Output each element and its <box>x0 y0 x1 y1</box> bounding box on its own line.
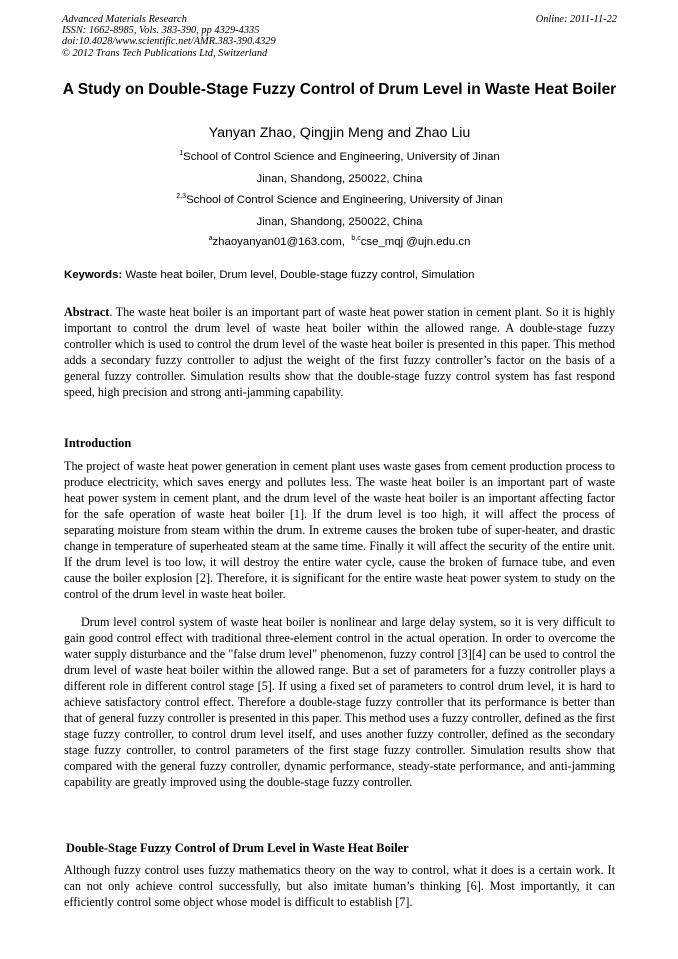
affiliation-1-mark: 1 <box>179 150 184 157</box>
introduction-paragraph-2: Drum level control system of waste heat boiler is nonlinear and large delay system, so it is very difficult to gain good control effect with traditional three-element control in the actual operation. In order to overcome the water supply disturbance and the "false drum level" phenomenon, fuzzy control [3][4] can be used to control the drum level of waste heat boiler within the allowed range. But a set of parameters for a fuzzy controller plays a different role in different control stage [5]. If using a fixed set of parameters to control drum level, it is hard to achieve satisfactory control effect. Therefore a double-stage fuzzy controller that its performance is better than that of general fuzzy controller is presented in this paper. This method uses a fuzzy controller, defined as the first stage fuzzy controller, to control drum level itself, and uses another fuzzy controller, defined as the secondary stage fuzzy controller, to control parameters of the first stage fuzzy controller. Simulation results show that compared with the general fuzzy controller, dynamic performance, steady-state performance, and anti-jamming capability are greatly improved using the double-stage fuzzy controller. <box>64 615 615 789</box>
affiliation-1-line-1 <box>62 150 617 164</box>
affiliation-2-line-2: Jinan, Shandong, 250022, China <box>256 216 423 228</box>
online-date: Online: 2011-11-22 <box>535 14 617 25</box>
doi-line: doi:10.4028/www.scientific.net/AMR.383-390.4329 <box>62 36 276 48</box>
affiliation-2-line-1 <box>62 193 617 207</box>
email-2: cse_mqj @ujn.edu.cn <box>360 236 471 248</box>
email-1: zhaoyanyan01@163.com, <box>212 236 346 248</box>
email-line <box>62 235 617 249</box>
introduction-paragraph-1: The project of waste heat power generation in cement plant uses waste gases from cement production process to produce electricity, which saves energy and pollutes less. The waste heat boiler is an important part of waste heat power system in cement plant, and the drum level of the waste heat boiler is an important affecting factor for the safe operation of waste heat boiler [1]. If the drum level is too high, it will affect the process of separating moisture from steam within the drum. In extreme causes the broken tube of super-heater, and drastic change in temperature of superheated steam at the same time. Finally it will affect the security of the entire unit. If the drum level is too low, it will destroy the entire water cycle, cause the broken of furnace tube, and even cause the boiler explosion [2]. Therefore, it is significant for the entire waste heat power system to study on the control of the drum level in waste heat boiler. <box>64 459 615 601</box>
paper-title: A Study on Double-Stage Fuzzy Control of Drum Level in Waste Heat Boiler <box>62 81 617 98</box>
keywords-label: Keywords: <box>64 269 123 281</box>
copyright-line: © 2012 Trans Tech Publications Ltd, Switzerland <box>62 47 268 59</box>
introduction-heading: Introduction <box>64 436 132 450</box>
affiliation-2-mark: 2,3 <box>176 193 187 200</box>
email-2-mark: b,c <box>351 235 361 242</box>
affiliation-1-text: School of Control Science and Engineering, University of Jinan <box>183 151 500 163</box>
abstract-text: . The waste heat boiler is an important part of waste heat power station in cement plant. So it is highly important to control the drum level of waste heat boiler within the allowed range. A double-stage fuzzy controller which is used to control the drum level of the waste heat boiler is presented in this paper. This method adds a secondary fuzzy controller to adjust the weight of the first fuzzy controller’s factor on the basis of a general fuzzy controller. Simulation results show that the double-stage fuzzy control system has fast respond speed, high precision and strong anti-jamming capability. <box>64 305 615 399</box>
section-heading: Double-Stage Fuzzy Control of Drum Level in Waste Heat Boiler <box>66 841 409 855</box>
keywords-line <box>64 268 619 282</box>
affiliation-1-line-2: Jinan, Shandong, 250022, China <box>256 173 423 185</box>
journal-header <box>62 14 617 59</box>
abstract-label: Abstract <box>64 305 110 319</box>
affiliation-2-text: School of Control Science and Engineering, University of Jinan <box>186 194 503 206</box>
keywords-text: Waste heat boiler, Drum level, Double-stage fuzzy control, Simulation <box>122 269 475 281</box>
email-1-mark: a <box>208 235 213 242</box>
abstract-paragraph <box>64 304 615 400</box>
author-list: Yanyan Zhao, Qingjin Meng and Zhao Liu <box>208 125 471 141</box>
section-paragraph-1: Although fuzzy control uses fuzzy mathematics theory on the way to control, what it does is a certain work. It can not only achieve control successfully, but also imitate human’s thinking [6]. Most importantly, it can efficiently control some object whose model is difficult to establish [7]. <box>64 863 615 909</box>
issn-line: ISSN: 1662-8985, Vols. 383-390, pp 4329-4335 <box>62 25 260 37</box>
journal-name: Advanced Materials Research <box>62 14 187 25</box>
